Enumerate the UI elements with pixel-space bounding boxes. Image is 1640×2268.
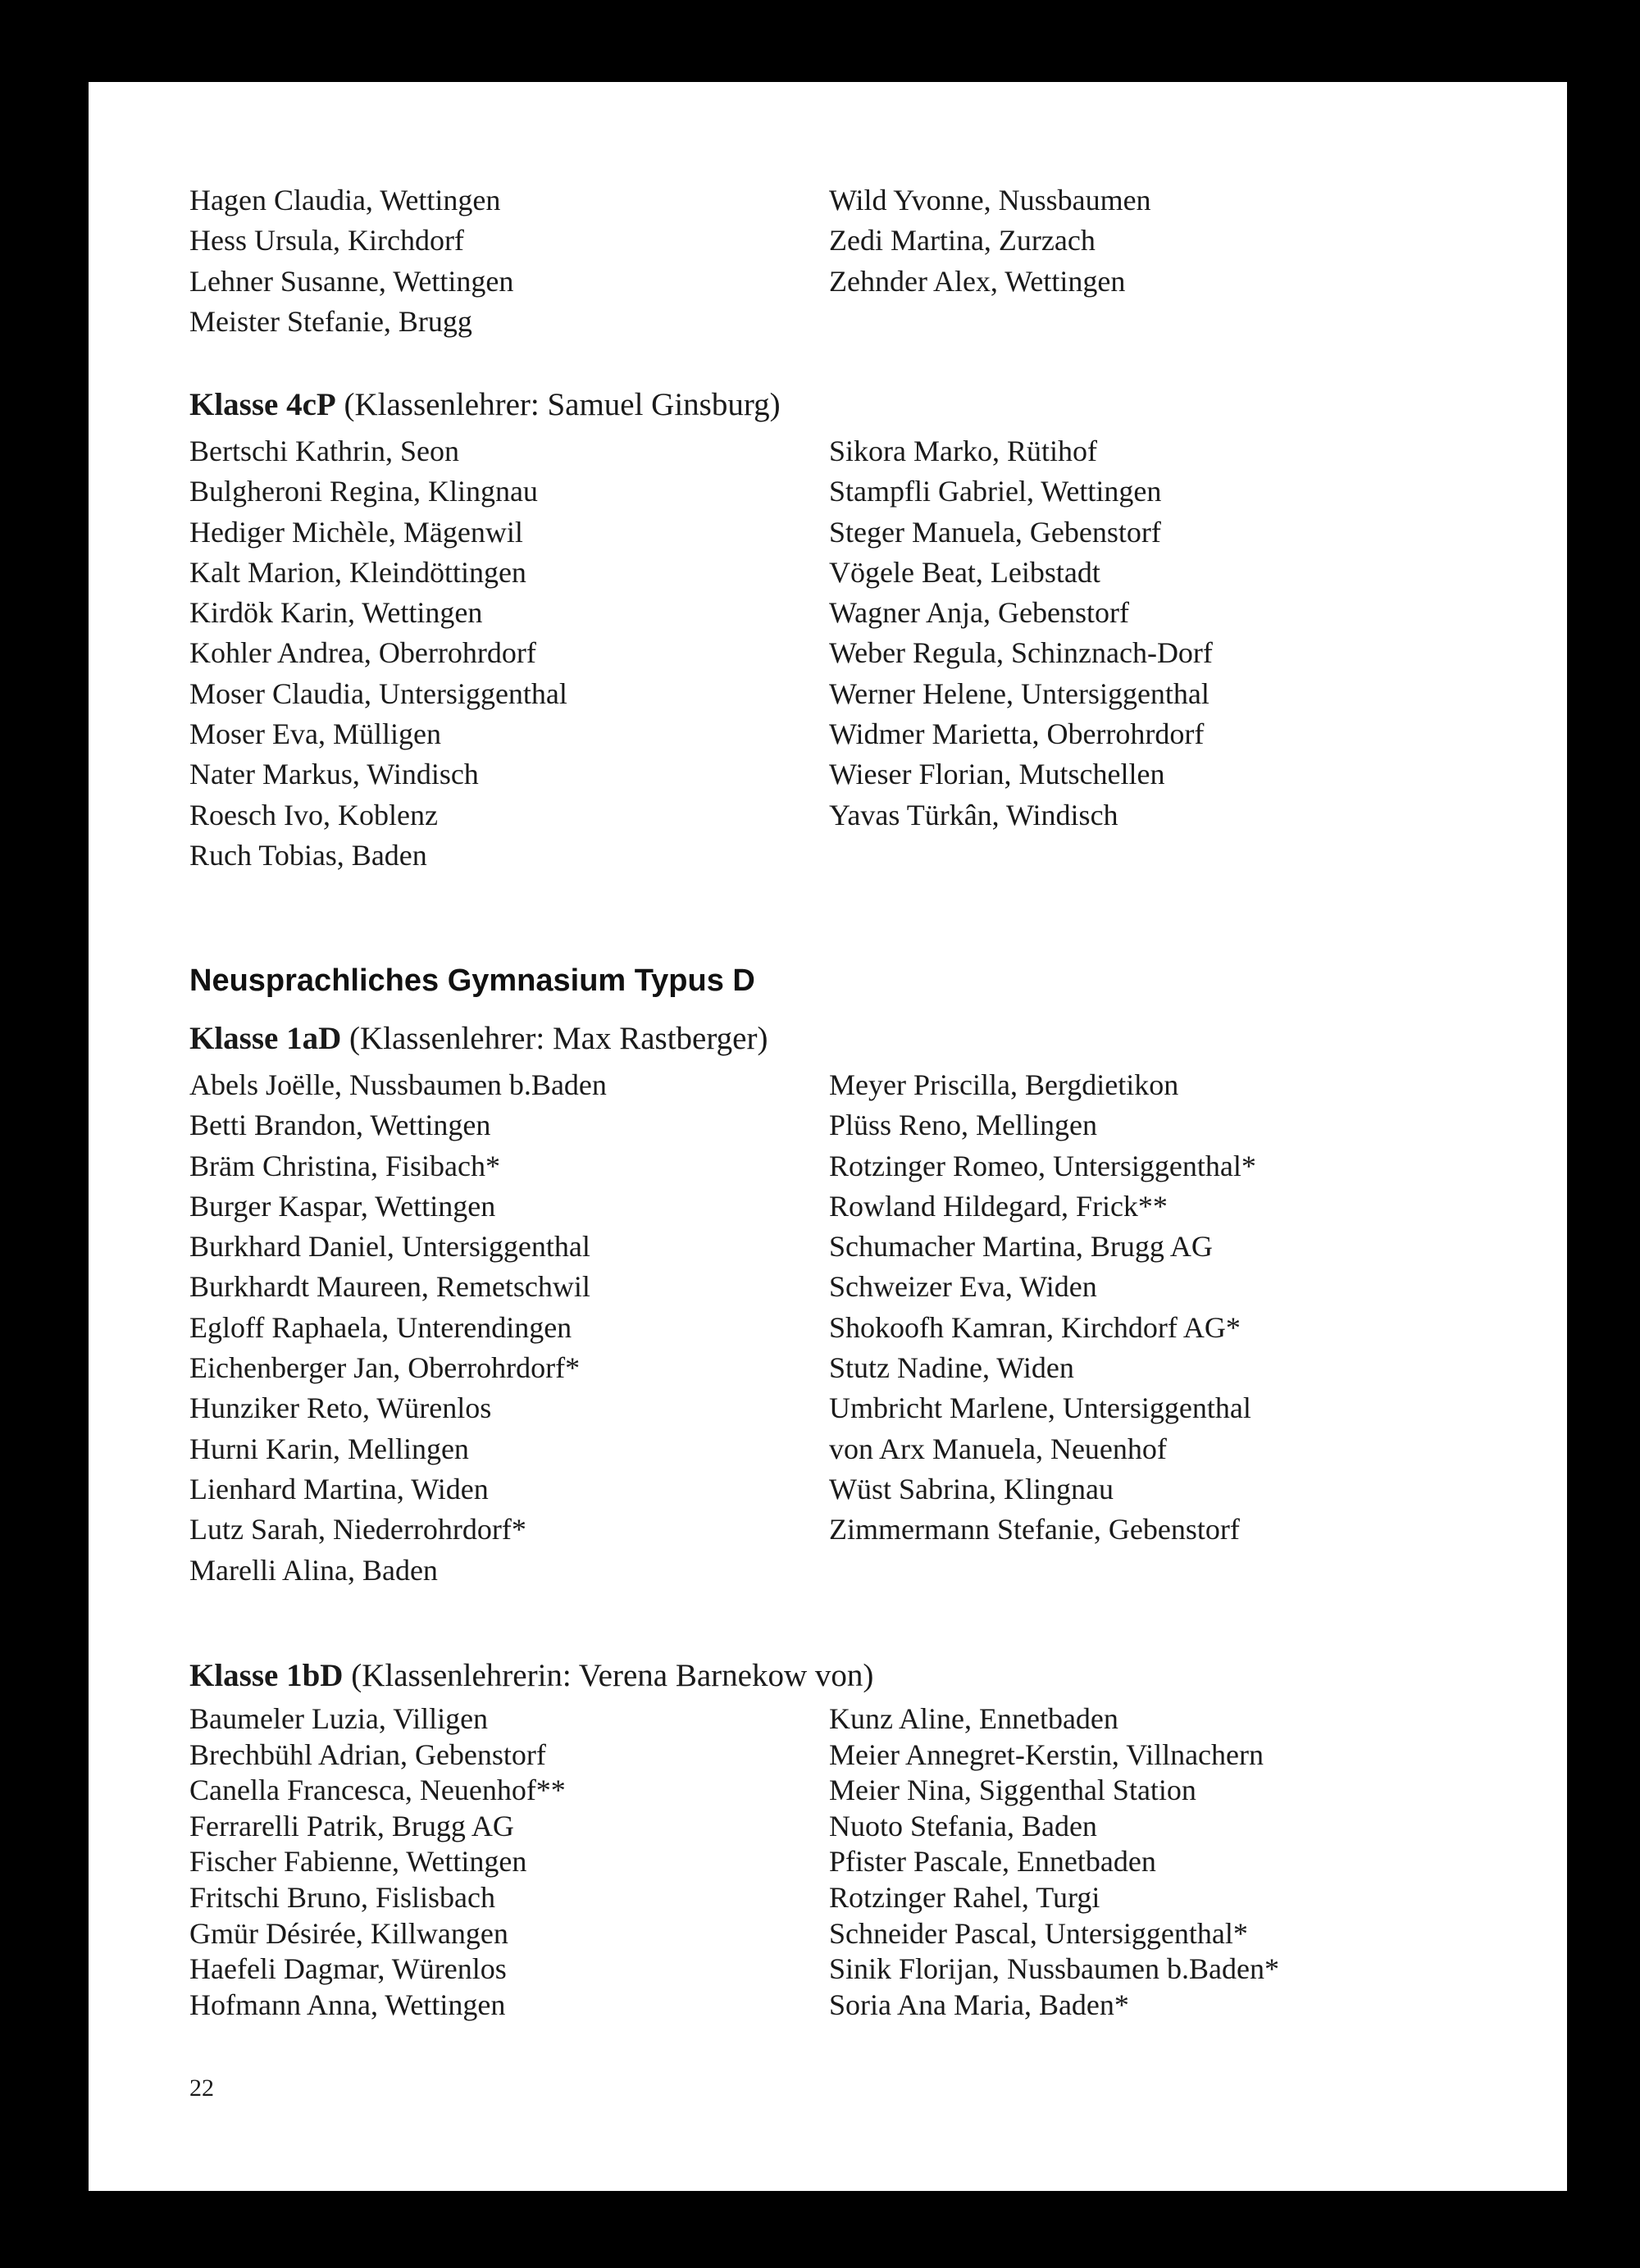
student-entry: Moser Claudia, Untersiggenthal [189, 676, 567, 710]
student-entry: Schweizer Eva, Widen [829, 1270, 1097, 1304]
student-entry: Steger Manuela, Gebenstorf [829, 515, 1161, 549]
student-entry: Rowland Hildegard, Frick** [829, 1189, 1168, 1223]
student-entry: Bertschi Kathrin, Seon [189, 435, 459, 467]
student-entry: Abels Joëlle, Nussbaumen b.Baden [189, 1068, 607, 1101]
student-entry: Kohler Andrea, Oberrohrdorf [189, 636, 536, 670]
student-entry: Wild Yvonne, Nussbaumen [829, 184, 1151, 216]
student-entry: Umbricht Marlene, Untersiggenthal [829, 1391, 1251, 1425]
student-entry: Burger Kaspar, Wettingen [189, 1189, 496, 1223]
student-entry: Sinik Florijan, Nussbaumen b.Baden* [829, 1952, 1279, 1986]
student-entry: Burkhard Daniel, Untersiggenthal [189, 1230, 590, 1264]
student-entry: Vögele Beat, Leibstadt [829, 555, 1100, 589]
student-entry: Widmer Marietta, Oberrohrdorf [829, 717, 1205, 751]
student-entry: Stampfli Gabriel, Wettingen [829, 475, 1162, 508]
student-entry: Zimmermann Stefanie, Gebenstorf [829, 1513, 1240, 1546]
page-number: 22 [189, 2074, 214, 2102]
student-entry: Rotzinger Rahel, Turgi [829, 1880, 1100, 1914]
student-list-left [189, 180, 513, 342]
student-entry: Brechbühl Adrian, Gebenstorf [189, 1737, 546, 1771]
student-entry: von Arx Manuela, Neuenhof [829, 1432, 1167, 1465]
student-entry: Nuoto Stefania, Baden [829, 1809, 1097, 1842]
student-entry: Schneider Pascal, Untersiggenthal* [829, 1916, 1248, 1950]
student-entry: Hunziker Reto, Würenlos [189, 1391, 492, 1425]
student-list-right [829, 180, 1151, 302]
student-entry: Pfister Pascale, Ennetbaden [829, 1845, 1156, 1879]
section-title: Neusprachliches Gymnasium Typus D [189, 963, 755, 998]
class-name: Klasse 1aD [189, 1021, 342, 1056]
student-entry: Marelli Alina, Baden [189, 1553, 438, 1587]
student-entry: Fritschi Bruno, Fislisbach [189, 1880, 496, 1914]
student-list-left [189, 1701, 566, 2023]
student-entry: Wagner Anja, Gebenstorf [829, 596, 1129, 630]
class-heading-1aD [189, 1018, 768, 1059]
student-entry: Lehner Susanne, Wettingen [189, 264, 514, 298]
student-list-left [189, 431, 567, 876]
student-entry: Wüst Sabrina, Klingnau [829, 1472, 1114, 1505]
student-entry: Bräm Christina, Fisibach* [189, 1149, 500, 1182]
student-entry: Hofmann Anna, Wettingen [189, 1988, 506, 2021]
student-entry: Nater Markus, Windisch [189, 758, 479, 791]
student-entry: Shokoofh Kamran, Kirchdorf AG* [829, 1310, 1241, 1344]
student-entry: Kirdök Karin, Wettingen [189, 596, 483, 630]
student-entry: Rotzinger Romeo, Untersiggenthal* [829, 1149, 1256, 1182]
student-entry: Meister Stefanie, Brugg [189, 304, 472, 338]
class-heading-1bD [189, 1655, 873, 1696]
student-list-right [829, 431, 1213, 836]
student-entry: Haefeli Dagmar, Würenlos [189, 1952, 507, 1986]
student-entry: Schumacher Martina, Brugg AG [829, 1230, 1213, 1264]
student-entry: Roesch Ivo, Koblenz [189, 798, 438, 831]
student-entry: Meyer Priscilla, Bergdietikon [829, 1068, 1179, 1101]
student-entry: Werner Helene, Untersiggenthal [829, 676, 1210, 710]
student-entry: Sikora Marko, Rütihof [829, 435, 1097, 467]
student-entry: Baumeler Luzia, Villigen [189, 1702, 489, 1735]
student-entry: Eichenberger Jan, Oberrohrdorf* [189, 1351, 581, 1385]
class-teacher: (Klassenlehrer: Max Rastberger) [349, 1021, 768, 1056]
student-entry: Canella Francesca, Neuenhof** [189, 1774, 566, 1807]
student-entry: Hediger Michèle, Mägenwil [189, 515, 523, 549]
student-entry: Yavas Türkân, Windisch [829, 798, 1118, 831]
student-entry: Ruch Tobias, Baden [189, 838, 427, 872]
class-name: Klasse 4cP [189, 387, 336, 422]
student-entry: Lienhard Martina, Widen [189, 1472, 489, 1505]
student-entry: Ferrarelli Patrik, Brugg AG [189, 1809, 514, 1842]
student-entry: Zedi Martina, Zurzach [829, 224, 1096, 257]
student-entry: Stutz Nadine, Widen [829, 1351, 1074, 1385]
student-entry: Hurni Karin, Mellingen [189, 1432, 469, 1465]
student-entry: Plüss Reno, Mellingen [829, 1109, 1098, 1142]
student-list-right [829, 1701, 1279, 2023]
student-entry: Wieser Florian, Mutschellen [829, 758, 1165, 791]
student-entry: Kunz Aline, Ennetbaden [829, 1702, 1118, 1735]
student-entry: Egloff Raphaela, Unterendingen [189, 1310, 572, 1344]
student-entry: Betti Brandon, Wettingen [189, 1109, 491, 1142]
student-entry: Burkhardt Maureen, Remetschwil [189, 1270, 590, 1304]
class-name: Klasse 1bD [189, 1658, 344, 1693]
student-entry: Kalt Marion, Kleindöttingen [189, 555, 526, 589]
class-teacher: (Klassenlehrerin: Verena Barnekow von) [351, 1658, 874, 1693]
student-entry: Hess Ursula, Kirchdorf [189, 224, 464, 257]
class-heading-4cP [189, 385, 781, 426]
student-entry: Zehnder Alex, Wettingen [829, 264, 1126, 298]
student-list-left [189, 1065, 607, 1591]
student-entry: Moser Eva, Mülligen [189, 717, 441, 751]
student-entry: Weber Regula, Schinznach-Dorf [829, 636, 1213, 670]
student-list-right [829, 1065, 1256, 1551]
student-entry: Meier Annegret-Kerstin, Villnachern [829, 1737, 1264, 1771]
student-entry: Soria Ana Maria, Baden* [829, 1988, 1129, 2021]
student-entry: Gmür Désirée, Killwangen [189, 1916, 508, 1950]
student-entry: Bulgheroni Regina, Klingnau [189, 475, 538, 508]
student-entry: Hagen Claudia, Wettingen [189, 184, 501, 216]
student-entry: Meier Nina, Siggenthal Station [829, 1774, 1196, 1807]
student-entry: Fischer Fabienne, Wettingen [189, 1845, 527, 1879]
class-teacher: (Klassenlehrer: Samuel Ginsburg) [344, 387, 781, 422]
student-entry: Lutz Sarah, Niederrohrdorf* [189, 1513, 526, 1546]
